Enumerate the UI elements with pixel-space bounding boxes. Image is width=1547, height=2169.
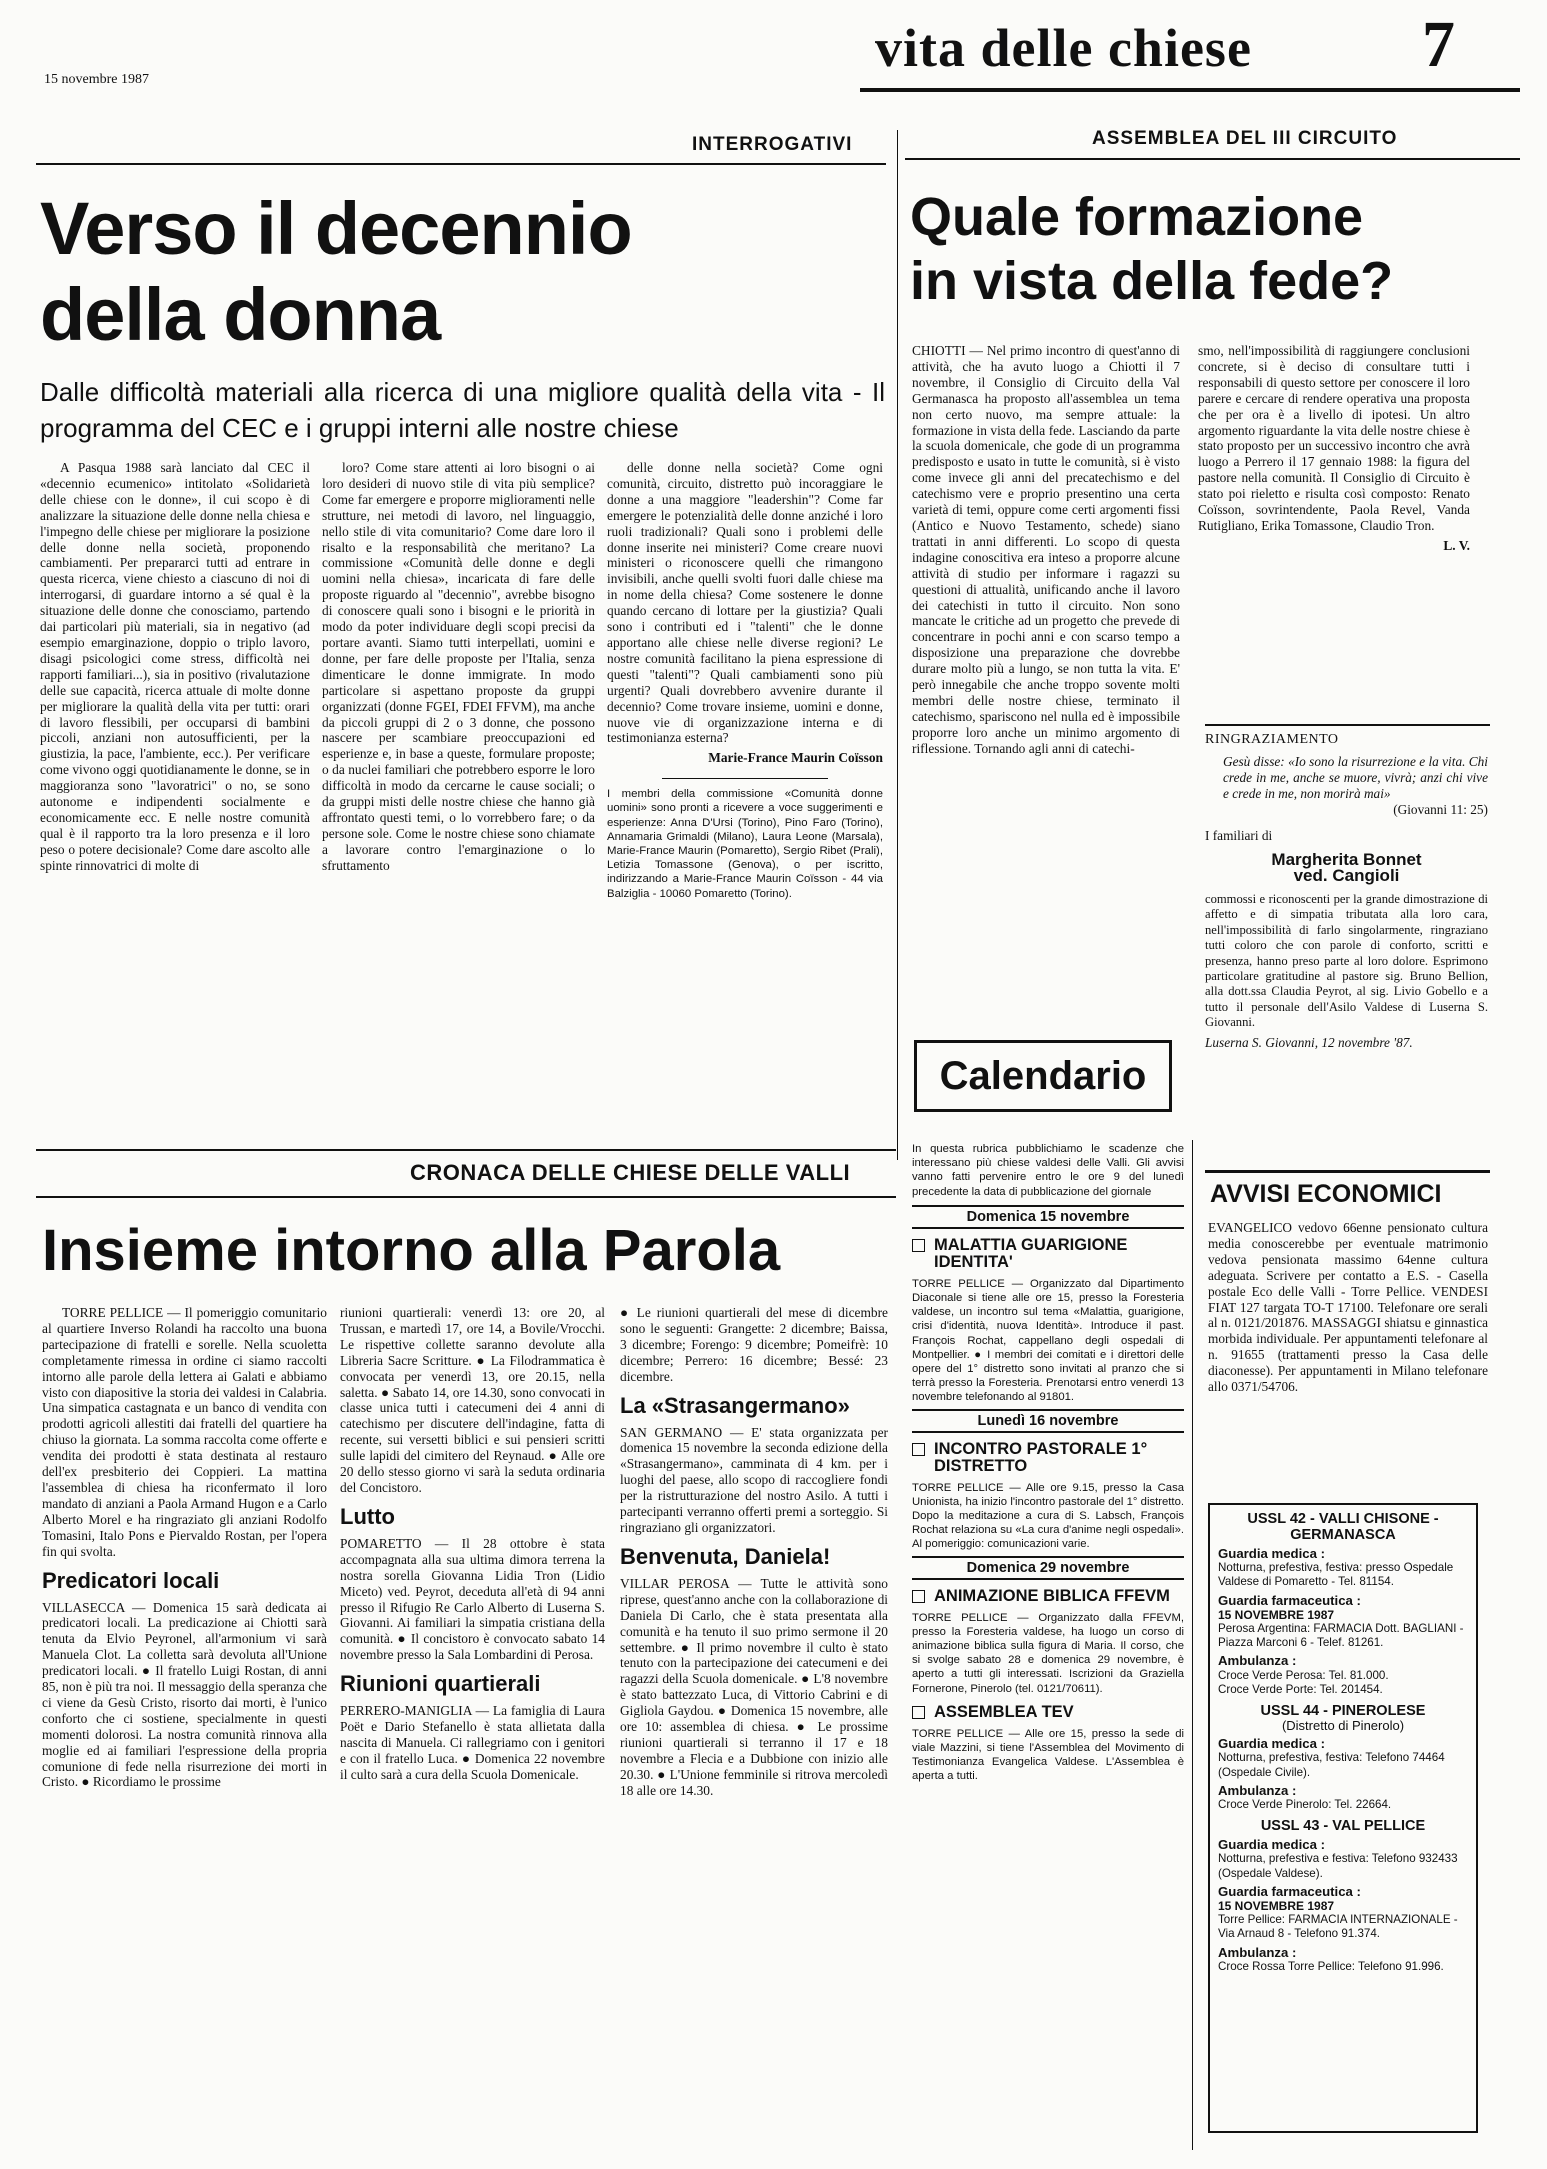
ussl42-farmacia-label: Guardia farmaceutica :: [1218, 1592, 1361, 1608]
article1-kicker: INTERROGATIVI: [692, 134, 853, 155]
ussl42-farmacia-text: Perosa Argentina: FARMACIA Dott. BAGLIANI - Piazza Marconi 6 - Telef. 81261.: [1218, 1622, 1464, 1650]
checkbox-icon: [912, 1706, 925, 1719]
cronaca-col1: [42, 1305, 327, 2147]
thanks-name2: ved. Cangioli: [1293, 866, 1400, 885]
ussl43-heading: USSL 43 - VAL PELLICE: [1260, 1818, 1426, 1835]
heading-benvenuta: Benvenuta, Daniela!: [620, 1543, 831, 1569]
page-number: 7: [1422, 8, 1455, 81]
cronaca-col2a: riunioni quartierali: venerdì 13: ore 20, al Trussan, e martedì 17, ore 14, a Bovile/Vrocchi. Le rispettive collette saranno devolute alla Libreria Sacre Scritture. ● La Filodrammatica è convocata per venerdì 13, ore 20.15, nella saletta. ● Sabato 14, ore 14.30, sono convocati in classe unica tutti i catecumeni dei 4 anni di catechismo per discutere dell'indagine, fatta di recente, sui versetti biblici e sui pensieri scritti sulle lapidi del cimitero del Reynaud. ● Alle ore 20 dello stesso giorno vi sarà la seduta ordinaria del Concistoro.: [340, 1305, 605, 1495]
calendar-title-box: [914, 1040, 1172, 1112]
article1-kicker-rule: [36, 163, 886, 165]
ussl44-guardia-medica-text: Notturna, prefestiva, festiva: Telefono 74464 (Ospedale Civile).: [1218, 1751, 1445, 1779]
article1-col2-text: loro? Come stare attenti ai loro bisogni o ai loro desideri di nuovo stile di vita più semplice? Come far emergere e proporre miglioramenti nelle strutture, nei metodi di lavoro, nel linguaggio, nello stile di vita comunitario? Come dare loro il risalto e la responsabilità che meritano? La commissione «Comunità delle donne e degli uomini nella chiesa», incaricata di fare delle proposte riguardo al "decennio", avrebbe bisogno di conoscere quali sono i bisogni e le priorità in modo da poter individuare degli scopi precisi da portare avanti. Siamo tutti interpellati, uomini e donne, per fare delle proposte per l'Italia, senza dimenticare le donne immigrate. In modo particolare si aspettano proposte da gruppi organizzati (donne FGEI, FDEI FFVM), ma anche da piccoli gruppi di 2 o 3 donne, che possono nascere per scambiare preoccupazioni ed esperienze e, in base a queste, formulare proposte; o da nuclei familiari che potrebbero esporre le loro difficoltà in modo da cercarne le cause sociali; o da gruppi misti delle nostre chiese che hanno già affrontato questi temi, o lo vorrebbero fare; o da persone sole. Come le nostre chiese sono chiamate a lavorare contro l'emarginazione o lo sfruttamento: [322, 460, 595, 873]
article2-signature: L. V.: [1443, 537, 1470, 553]
thanks-name1: Margherita Bonnet: [1271, 850, 1422, 869]
ussl43-ambulanza-text: Croce Rossa Torre Pellice: Telefono 91.996.: [1218, 1959, 1444, 1973]
masthead-rule: [860, 88, 1520, 92]
thanks-box: [1205, 732, 1488, 1051]
article1-col3: [607, 460, 883, 1160]
ussl44-guardia-medica-label: Guardia medica :: [1218, 1736, 1326, 1752]
cronaca-title: Insieme intorno alla Parola: [42, 1218, 781, 1283]
ussl44-heading: USSL 44 - PINEROLESE: [1260, 1703, 1426, 1720]
heading-predicatori: Predicatori locali: [42, 1567, 220, 1593]
ussl43-ambulanza-label: Ambulanza :: [1218, 1944, 1297, 1960]
cronaca-col3: [620, 1305, 888, 2147]
article2-title-line2: in vista della fede?: [910, 251, 1394, 311]
ussl43-farmacia-date: 15 NOVEMBRE 1987: [1218, 1899, 1335, 1914]
calendar-event-2-title: [912, 1441, 1184, 1475]
section-title: vita delle chiese: [875, 18, 1252, 78]
avvisi-text: EVANGELICO vedovo 66enne pensionato cultura media conoscerebbe per eventuale matrimonio vedova pensionata massimo 64enne cultura adeguata. Scrivere per contatto a E.S. - Casella postale Eco delle Valli - Torre Pellice. VENDESI FIAT 127 targata TO-T 17100. Telefonare ore serali al n. 0121/201876. MASSAGGI shiatsu e ginnastica morbida individuale. Per appuntamenti telefonare al n. 91655 (trattamenti presso la Casa delle diaconesse). Per appuntamenti in Milano telefonare allo 0371/54706.: [1208, 1220, 1488, 1395]
article1-title: [40, 186, 632, 358]
ussl42-guardia-medica-text: Notturna, prefestiva, festiva: presso Ospedale Valdese di Pomaretto - Tel. 81154.: [1218, 1561, 1454, 1589]
ussl42-heading: USSL 42 - VALLI CHISONE - GERMANASCA: [1247, 1511, 1439, 1543]
calendar-day-3: Domenica 29 novembre: [912, 1556, 1184, 1580]
thanks-quote: Gesù disse: «Io sono la risurrezione e la vita. Chi crede in me, anche se muore, vivrà; anzi chi vive e crede in me, non morirà mai»: [1223, 754, 1488, 801]
calendar-column: [912, 1142, 1184, 2152]
avvisi-title: AVVISI ECONOMICI: [1210, 1180, 1442, 1208]
article1-subtitle: Dalle difficoltà materiali alla ricerca di una migliore qualità della vita - Il programma del CEC e i gruppi interni alle nostre chiese: [40, 377, 885, 443]
cronaca-col2c: PERRERO-MANIGLIA — La famiglia di Laura Poët e Dario Stefanello è stata allietata dalla nascita di Manuela. Ci rallegriamo con i genitori e con il fratello Luca. ● Domenica 22 novembre il culto sarà a cura della Scuola Domenicale.: [340, 1703, 605, 1782]
cronaca-kicker-rule: [36, 1196, 896, 1198]
heading-lutto: Lutto: [340, 1503, 395, 1529]
ussl44-ambulanza-text: Croce Verde Pinerolo: Tel. 22664.: [1218, 1798, 1392, 1812]
calendar-event-3-title-text: ANIMAZIONE BIBLICA FFEVM: [934, 1586, 1170, 1605]
cronaca-col2b: POMARETTO — Il 28 ottobre è stata accompagnata alla sua ultima dimora terrena la nostra sorella Giovanna Lidia Tron (Lidio Miceto) ved. Peyrot, deceduta all'età di 94 anni presso il Rifugio Re Carlo Alberto di Luserna S. Giovanni. Ai familiari la simpatia cristiana della comunità. ● Il concistoro è convocato sabato 14 novembre presso la Sala Lombardini di Perosa.: [340, 1535, 605, 1663]
checkbox-icon: [912, 1590, 925, 1603]
article1-col1-text: A Pasqua 1988 sarà lanciato dal CEC il «decennio ecumenico» intitolato «Solidarietà delle chiese con le donne», il cui scopo è di analizzare la situazione delle donne nella chiesa e l'impegno delle chiese per migliorare la posizione delle donne nella società, proponendo cambiamenti. Per prepararci tutti ad entrare in questa ricerca, viene chiesto a ciascuno di noi di interrogarsi, di guardare intorno a sé qual è la situazione delle donne che conosciamo, partendo dai particolari più materiali, sia in negativo (ad esempio emarginazione, doppio o triplo lavoro, disagi psicologici come stress, difficoltà nei rapporti familiari...), sia in positivo (rivalutazione delle sue capacità, ricerca attuale di molte donne per migliorare la qualità della vita per tutti: orari di lavoro flessibili, per occuparsi di bambini piccoli, anziani non autosufficienti, per la giustizia, la pace, l'ambiente, ecc.). Per verificare come vivono oggi quotidianamente le donne, se in maggioranza sono "lavoratrici" o no, se sono autonome e indipendenti socialmente e economicamente ecc. E nelle nostre comunità qual è il rapporto tra la loro presenza e il loro peso o potere decisionale? Come dare ascolto alle spinte rinnovatrici di molte di: [40, 460, 310, 873]
calendar-title: Calendario: [939, 1053, 1147, 1098]
article1-note-rule: [662, 778, 828, 779]
cronaca-col3a: ● Le riunioni quartierali del mese di dicembre sono le seguenti: Grangette: 2 dicembre; Baissa, 3 dicembre; Forengo: 9 dicembre; Pomeifrè: 10 dicembre; Perrero: 16 dicembre; Bessé: 23 dicembre.: [620, 1305, 888, 1384]
calendar-event-2-text: TORRE PELLICE — Alle ore 9.15, presso la Casa Unionista, ha inizio l'incontro pastorale del 1° distretto. Dopo la meditazione a cura di S. Labsch, François Rochat relaziona su «La cura d'anime negli ospedali». Al pomeriggio: comunicazioni varie.: [912, 1481, 1184, 1551]
calendar-event-1-title-text: MALATTIA GUARIGIONE IDENTITA': [934, 1235, 1128, 1271]
calendar-event-3-text: TORRE PELLICE — Organizzato dalla FFEVM, presso la Foresteria valdese, ha luogo un corso di animazione biblica sulla figura di Maria. Il corso, che si svolge sabato 28 e domenica 29 novembre, è aperto a tutti gli interessati. Iscrizioni da Graziella Fornerone, Pinerolo (tel. 0121/70611).: [912, 1611, 1184, 1695]
calendar-event-1-text: TORRE PELLICE — Organizzato dal Dipartimento Diaconale si tiene alle ore 15, presso la Foresteria valdese, un incontro sul tema «Malattia, guarigione, crisi d'identità, nuova Identità». Introduce il past. François Rochat, cappellano degli ospedali di Montpellier. ● I membri dei comitati e i direttori delle opere del 1° distretto sono invitati al pranzo che si terrà presso la Foresteria. Prenotarsi entro venerdì 13 novembre telefonando al 91801.: [912, 1277, 1184, 1404]
issue-date: 15 novembre 1987: [44, 72, 149, 87]
article1-title-line1: Verso il decennio: [40, 187, 632, 270]
ussl42-ambulanza-label: Ambulanza :: [1218, 1653, 1297, 1669]
calendar-event-4-title: [912, 1704, 1184, 1721]
calendar-day-1: Domenica 15 novembre: [912, 1205, 1184, 1229]
ussl44-ambulanza-label: Ambulanza :: [1218, 1782, 1297, 1798]
column-divider: [897, 130, 898, 1160]
article1-title-line2: della donna: [40, 273, 441, 356]
article2-kicker-rule: [905, 158, 1520, 160]
ussl43-farmacia-label: Guardia farmaceutica :: [1218, 1883, 1361, 1899]
heading-riunioni: Riunioni quartierali: [340, 1671, 541, 1697]
calendar-event-4-title-text: ASSEMBLEA TEV: [934, 1702, 1074, 1721]
article2-col1: [912, 343, 1180, 1013]
article1-col1: [40, 460, 310, 1152]
checkbox-icon: [912, 1443, 925, 1456]
ussl43-farmacia-text: Torre Pellice: FARMACIA INTERNAZIONALE - Via Arnaud 8 - Telefono 91.374.: [1218, 1913, 1458, 1941]
thanks-intro: I familiari di: [1205, 828, 1273, 843]
thanks-heading: RINGRAZIAMENTO: [1205, 732, 1339, 747]
ussl42-guardia-medica-label: Guardia medica :: [1218, 1546, 1326, 1561]
article2-col2: [1198, 343, 1470, 713]
ussl43-guardia-medica-text: Notturna, prefestiva e festiva: Telefono 932433 (Ospedale Valdese).: [1218, 1852, 1458, 1880]
cronaca-col1a: TORRE PELLICE — Il pomeriggio comunitario al quartiere Inverso Rolandi ha raccolto una buona partecipazione di fratelli e sorelle. Nella scuoletta completamente rimessa in ordine ci siamo raccolti intorno alle parole della lettera ai Galati e abbiamo visto con diapositive la storia dei valdesi in Calabria. Una simpatica castagnata e un banco di vendita con prodotti agricoli allestiti dai fratelli del quartiere ha chiuso la giornata. La somma raccolta come offerte e vendita dei prodotti è stata destinata al restauro dell'ex presbiterio dei Coppieri. La mattina l'assemblea di chiesa ha riconfermato il loro mandato di anziani a Paola Armand Hugon e a Carlo Alberto Morel e ha ringraziato gli anziani Rodolfo Tomasini, Italo Pons e Piervaldo Rostan, per l'opera fin qui svolta.: [42, 1305, 327, 1559]
calendar-event-1-title: [912, 1237, 1184, 1271]
thanks-rule: [1205, 724, 1490, 726]
heading-strasangermano: La «Strasangermano»: [620, 1392, 850, 1418]
cronaca-top-rule: [36, 1149, 896, 1151]
calendar-intro: In questa rubrica pubblichiamo le scadenze che interessano più chiese valdesi delle Valli. Gli avvisi vanno fatti pervenire entro le ore 9 del lunedì precedente la data di pubblicazione del giornale: [912, 1143, 1184, 1198]
checkbox-icon: [912, 1239, 925, 1252]
thanks-body: commossi e riconoscenti per la grande dimostrazione di affetto e di simpatia tributata alla loro cara, nell'impossibilità di farlo singolarmente, ringraziano tutti coloro che con parole di conforto, scritti e presenza, hanno preso parte al loro dolore. Esprimono particolare gratitudine al pastore sig. Bruno Bellion, alla dott.ssa Claudia Peyrot, al sig. Livio Gobello e a tutto il personale dell'Asilo Valdese di Luserna S. Giovanni.: [1205, 892, 1488, 1030]
cronaca-col3b: SAN GERMANO — E' stata organizzata per domenica 15 novembre la seconda edizione della «Strasangermano», camminata di 4 km. per i luoghi del paese, allo scopo di raccogliere fondi per la ristrutturazione del nostro Asilo. A tutti i partecipanti verranno offerti premi a sorteggio. Si ringraziano gli organizzatori.: [620, 1424, 888, 1535]
article2-kicker: ASSEMBLEA DEL III CIRCUITO: [1092, 128, 1398, 149]
article2-title-line1: Quale formazione: [910, 187, 1364, 247]
cronaca-col1b: VILLASECCA — Domenica 15 sarà dedicata ai predicatori locali. La predicazione ai Chiotti sarà tenuta da Elvio Peyronel, all'armonium vi sarà Manuela Clot. La colletta sarà devoluta all'Unione predicatori locali. ● Il fratello Luigi Rostan, di anni 85, non è più tra noi. Il messaggio della speranza che ci viene da Gesù Cristo, risorto dai morti, è l'unico conforto che ci sostiene, specialmente in questi momenti dolorosi. La nostra comunità rinnova alla moglie ed ai familiari l'espressione della propria comunione di fede nella risurrezione dei morti in Cristo. ● Ricordiamo le prossime: [42, 1599, 327, 1790]
ussl42-ambulanza-text2: Croce Verde Porte: Tel. 201454.: [1218, 1682, 1383, 1696]
cronaca-kicker: CRONACA DELLE CHIESE DELLE VALLI: [410, 1160, 851, 1185]
calendar-day-2: Lunedì 16 novembre: [912, 1409, 1184, 1433]
calendar-event-4-text: TORRE PELLICE — Alle ore 15, presso la sede di viale Mazzini, si tiene l'Assemblea del Movimento di Testimonianza Evangelica Valdese. L'Assemblea è aperta a tutti.: [912, 1727, 1184, 1783]
column-divider-2: [1192, 1140, 1193, 2150]
article2-col1-text: CHIOTTI — Nel primo incontro di quest'anno di attività, che ha avuto luogo a Chiotti il 7 novembre, il Consiglio di Circuito della Val Germanasca ha proposto all'assemblea un tema non certo nuovo, ma sempre attuale: la formazione in vista della fede. Lasciando da parte la scuola domenicale, che gode di un programma predisposto e usato in tutte le comunità, si è visto come invece gli anni del precatechismo e del catechismo vere e proprio presentino una certa varietà di temi, oppure come certi argomenti fissi (Antico e Nuovo Testamento, schede) siano trattati in anni differenti. Lo scopo di questa indagine conoscitiva era inteso a proporre alcune attività di studio per informare i ragazzi su questioni di attualità, unificando anche il lavoro dei catechisti in tutto il circuito. Non sono mancate le critiche ad un progetto che prevede di concentrare in pochi anni e con scarso tempo a disposizione una preparazione che dovrebbe durare molto più a lungo, se non tutta la vita. E' però innegabile che anche troppo sovente molti membri delle nostre chiese, terminato il catechismo, spariscono nel nulla ed è impossibile proporre loro anche un minimo argomento di riflessione. Tornando agli anni di catechi-: [912, 343, 1180, 756]
thanks-reference: (Giovanni 11: 25): [1393, 802, 1488, 817]
ussl-box: [1208, 1503, 1478, 2133]
article1-col3-text: delle donne nella società? Come ogni comunità, circuito, distretto può incoraggiare le donne a una maggiore "leadershin"? Come far emergere le potenzialità delle donne anziché i loro ruoli tradizionali? Quali sono i problemi delle donne inserite nei ministeri? Come creare nuovi ministeri o riconoscere quelli che rimangono invisibili, anche quelli svolti fuori dalle chiese ma in nome della chiesa? Come sostenere le donne quando cercano di lottare per la giustizia? Quali sono i contributi ed i "talenti" che le donne apportano alle chiese nelle diverse regioni? Le nostre comunità facilitano la piena espressione di questi "talenti"? Quali cambiamenti sono più urgenti? Quali dovrebbero avvenire durante il decennio? Come trovare insieme, uomini e donne, nuove vie di organizzazione interna e di testimonianza esterna?: [607, 460, 883, 746]
article1-note: I membri della commissione «Comunità donne uomini» sono pronti a ricevere a voce suggerimenti e esperienze: Anna D'Ursi (Torino), Pino Faro (Torino), Annamaria Grimaldi (Milano), Laura Leone (Marsala), Marie-France Maurin (Pomaretto), Sergio Ribet (Prali), Letizia Tomassone (Genova), o per iscritto, indirizzando a Marie-France Maurin Coïsson - 44 via Balziglia - 10060 Pomaretto (Torino).: [607, 788, 883, 900]
avvisi-rule: [1205, 1170, 1490, 1173]
ussl42-farmacia-date: 15 NOVEMBRE 1987: [1218, 1607, 1335, 1622]
article2-title: [910, 185, 1393, 313]
article1-col2: [322, 460, 595, 1152]
ussl42-ambulanza-text1: Croce Verde Perosa: Tel. 81.000.: [1218, 1668, 1389, 1682]
article2-col2-text: smo, nell'impossibilità di raggiungere conclusioni concrete, si è deciso di consultare tutti i responsabili di questo settore per conoscere il loro parere e cercare di rendere operativa una proposta che per ora è a livello di ipotesi. Un altro argomento riguardante la vita delle nostre chiese è stato proposto per un successivo incontro che avrà luogo a Perrero il 17 gennaio 1988: la figura del pastore nella comunità. Il Consiglio di Circuito è stato poi rieletto e risulta così composto: Renato Coïsson, sovrintendente, Paola Revel, Vanda Rutigliano, Erika Tomassone, Claudio Tron.: [1198, 343, 1470, 533]
cronaca-col3c: VILLAR PEROSA — Tutte le attività sono riprese, quest'anno anche con la collaborazione di Daniela Di Carlo, che è stata presentata alla comunità e ha tenuto il suo primo sermone il 20 settembre. ● Il primo novembre il culto è stato tenuto con la partecipazione dei catecumeni e dei ragazzi della Scuola domenicale. ● L'8 novembre è stato battezzato Luca, di Vittorio Cabrini e di Gigliola Gaydou. ● Domenica 15 novembre, alle ore 10: assemblea di chiesa. ● Le prossime riunioni quartierali si terranno il 17 e 18 novembre a Flecia e a Dubbione con inizio alle 20.30. ● L'Unione femminile si ritrova mercoledì 18 alle ore 14.30.: [620, 1575, 888, 1798]
article1-signature: Marie-France Maurin Coïsson: [708, 750, 883, 766]
calendar-event-3-title: [912, 1588, 1184, 1605]
thanks-place-date: Luserna S. Giovanni, 12 novembre '87.: [1205, 1034, 1413, 1050]
cronaca-col2: [340, 1305, 605, 2147]
ussl44-subheading: (Distretto di Pinerolo): [1281, 1718, 1405, 1734]
ussl43-guardia-medica-label: Guardia medica :: [1218, 1837, 1326, 1853]
calendar-event-2-title-text: INCONTRO PASTORALE 1° DISTRETTO: [934, 1439, 1148, 1475]
